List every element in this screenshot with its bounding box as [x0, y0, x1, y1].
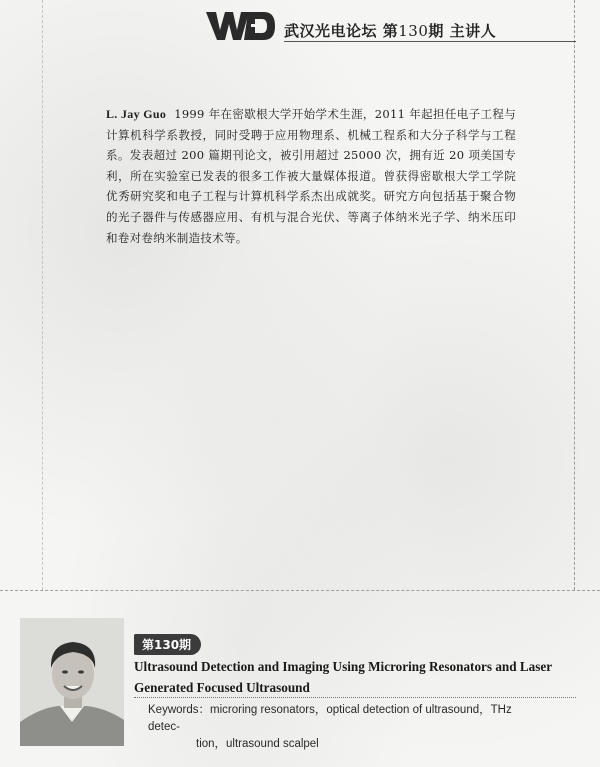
speaker-portrait-icon	[20, 618, 124, 746]
lecture-title: Ultrasound Detection and Imaging Using Microring Resonators and Laser Generated Focused Ultrasound	[134, 659, 552, 695]
header-rule	[284, 41, 576, 42]
issue-number: 130	[398, 22, 429, 40]
speaker-role: 主讲人	[449, 22, 497, 40]
forum-name: 武汉光电论坛	[284, 22, 378, 40]
keywords-block	[148, 702, 538, 753]
keywords-line-1: microring resonators，optical detection of ultrasound，THz detec-	[148, 704, 512, 733]
margin-guide-left	[42, 0, 43, 590]
keywords-line-2: tion，ultrasound scalpel	[196, 738, 319, 750]
speaker-bio	[106, 104, 516, 248]
keywords-label: Keywords：	[148, 704, 210, 716]
page-header	[200, 6, 580, 46]
speaker-photo	[20, 618, 124, 746]
wd-logo-icon	[204, 10, 276, 42]
speaker-name: L. Jay Guo	[106, 107, 167, 121]
issue-suffix: 期	[428, 22, 444, 40]
bio-text: 1999 年在密歇根大学开始学术生涯，2011 年起担任电子工程与计算机科学系教授，同时受聘于应用物理系、机械工程系和大分子科学与工程系。发表超过 200 篇期刊论文，被引用超过 25000 次，拥有近 20 项美国专利，所在实验室已发表的很多工作被大量媒体报道。曾获得密歇根大学工学院优秀研究奖和电子工程与计算机科学系杰出成就奖。研究方向包括基于聚合物的光子器件与传感器应用、有机与混合光伏、等离子体纳米光子学、纳米压印和卷对卷纳米制造技术等。	[106, 107, 516, 245]
issue-badge: 第130期	[134, 634, 201, 655]
header-title	[284, 20, 496, 41]
section-divider	[0, 590, 600, 591]
issue-prefix: 第	[382, 22, 399, 40]
margin-guide-right	[574, 0, 575, 590]
title-rule	[134, 697, 576, 698]
